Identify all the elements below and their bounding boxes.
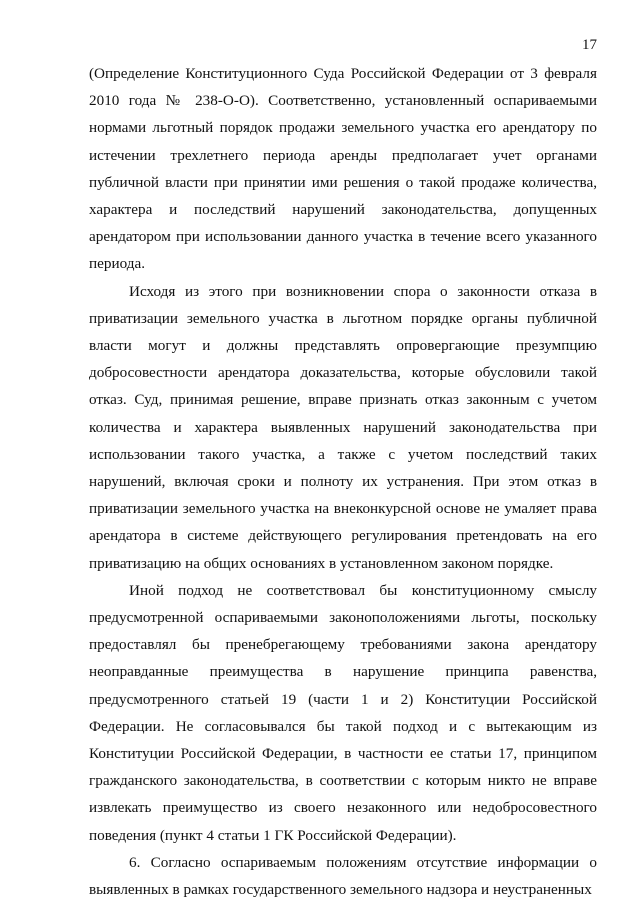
paragraph-continuation: (Определение Конституционного Суда Российской Федерации от 3 февраля 2010 года № 238-О-О). Соответственно, установленный оспариваемыми нормами льготный порядок продажи земельного участка его арендатору по истечении трехлетнего периода аренды предполагает учет органами публичной власти при принятии ими решения о такой продаже количества, характера и последствий нарушений законодательства, допущенных арендатором при использовании данного участка в течение всего указанного периода. xyxy=(89,65,597,273)
paragraph-item-6: 6. Согласно оспариваемым положениям отсутствие информации о выявленных в рамках государственного земельного надзора и неустраненных xyxy=(89,853,597,899)
paragraph-other-approach: Иной подход не соответствовал бы конституционному смыслу предусмотренной оспариваемыми законоположениями льготы, поскольку предоставлял бы пренебрегающему требованиями закона арендатору неоправданные преимущества в нарушение принципа равенства, предусмотренного статьей 19 (части 1 и 2) Конституции Российской Федерации. Не согласовывался бы такой подход и с вытекающим из Конституции Российской Федерации, в частности ее статьи 17, принципом гражданского законодательства, в соответствии с которым никто не вправе извлекать преимущество из своего незаконного или недобросовестного поведения (пункт 4 статьи 1 ГК Российской Федерации). xyxy=(89,581,597,844)
page-number: 17 xyxy=(582,37,597,53)
document-body xyxy=(89,60,597,903)
paragraph-refusal-dispute: Исходя из этого при возникновении спора о законности отказа в приватизации земельного участка в льготном порядке органы публичной власти могут и должны представлять опровергающие презумпцию добросовестности арендатора доказательства, которые обусловили такой отказ. Суд, принимая решение, вправе признать отказ законным с учетом количества и характера выявленных нарушений законодательства при использовании такого участка, а также с учетом последствий таких нарушений, включая сроки и полноту их устранения. При этом отказ в приватизации земельного участка на внеконкурсной основе не умаляет права арендатора в системе действующего регулирования претендовать на его приватизацию на общих основаниях в установленном законом порядке. xyxy=(89,282,597,572)
